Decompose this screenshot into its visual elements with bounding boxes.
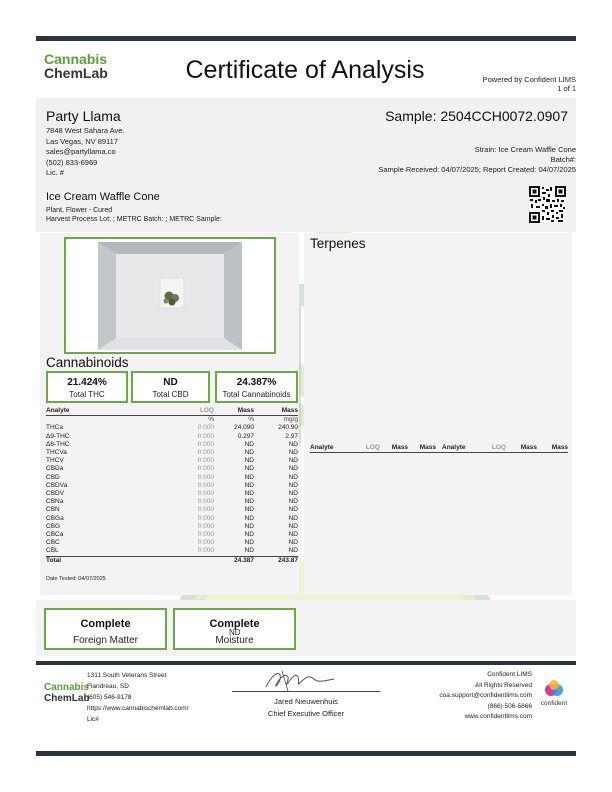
col-loq: LOQ: [360, 443, 380, 453]
table-row: [46, 547, 298, 556]
signer-title: Chief Executive Officer: [267, 709, 345, 718]
col-analyte: Analyte: [436, 443, 486, 453]
mass-mgg-cell: ND: [288, 481, 298, 489]
total-mass-mgg: 243.87: [254, 556, 298, 565]
client-address1: 7848 West Sahara Ave.: [46, 126, 125, 135]
mass-mgg-cell: ND: [288, 490, 298, 498]
lims-email-link[interactable]: coa.support@confidentlims.com: [439, 692, 532, 699]
footer-logo-line2: ChemLab: [44, 693, 90, 704]
lab-address: [87, 670, 189, 725]
footer-lab-logo: [44, 682, 90, 704]
top-bar: [36, 36, 576, 41]
table-row: [46, 523, 298, 531]
mass-mgg-cell: ND: [288, 440, 298, 448]
sample-info: [378, 145, 576, 175]
units-row: [46, 416, 298, 425]
sample-dates: Sample Received: 04/07/2025; Report Created: 04/07/2025: [378, 165, 576, 174]
mass-mgg-cell: ND: [288, 514, 298, 522]
lims-rights: All Rights Reserved: [474, 681, 532, 689]
signer-name: Jared Nieuwenhuis: [274, 697, 338, 706]
summary-total-thc: [46, 371, 128, 403]
sample-strain: Strain: Ice Cream Waffle Cone: [474, 145, 576, 154]
summary-total-cannabinoids: [215, 371, 298, 403]
mass-mgg-cell: ND: [288, 531, 298, 539]
client-address: [46, 126, 125, 179]
mass-mgg-cell: ND: [288, 506, 298, 514]
table-row: [46, 465, 298, 473]
client-name: Party Llama: [46, 108, 121, 124]
summary-value: 21.424%: [67, 377, 107, 388]
loq-cell: 0.000: [197, 547, 214, 555]
col-loq: LOQ: [486, 443, 506, 453]
mass-pct-cell: ND: [244, 440, 254, 448]
signer-block: [232, 696, 380, 720]
mass-pct-cell: ND: [244, 465, 254, 473]
mass-pct-cell: ND: [244, 539, 254, 547]
lims-name: Confident LIMS: [487, 671, 532, 678]
status-foreign-matter: [44, 608, 167, 650]
analyte-cell: CBDVa: [46, 481, 68, 489]
col-mass: Mass: [506, 443, 537, 453]
mass-pct-cell: ND: [244, 490, 254, 498]
table-row: [46, 515, 298, 523]
product-type: Plant, Flower - Cured: [46, 207, 113, 214]
table-row: [46, 424, 298, 432]
lab-website-link[interactable]: https://www.cannabischemlab.com/: [87, 705, 189, 712]
moisture-nd: ND: [229, 628, 241, 637]
logo-line2: ChemLab: [44, 65, 108, 81]
loq-cell: 0.000: [197, 440, 214, 448]
table-row: [46, 433, 298, 441]
col-mass-mgg: Mass: [254, 407, 298, 416]
analyte-cell: CBG: [46, 522, 61, 530]
unit-cell: %: [208, 416, 214, 424]
mass-mgg-cell: 2.97: [285, 432, 298, 440]
col-analyte: Analyte: [46, 407, 166, 416]
loq-cell: 0.000: [197, 457, 214, 465]
mass-mgg-cell: ND: [288, 498, 298, 506]
client-phone: (502) 833-6969: [46, 157, 98, 167]
table-row: [46, 449, 298, 457]
status-label: Moisture: [215, 635, 254, 646]
col-mass: Mass: [380, 443, 408, 453]
table-row: [46, 441, 298, 449]
analyte-cell: THCVa: [46, 449, 67, 457]
table-row: [46, 482, 298, 490]
document-title: Certificate of Analysis: [185, 56, 425, 84]
lims-website-link[interactable]: www.confidentlims.com: [464, 713, 532, 720]
col-analyte: Analyte: [310, 443, 360, 453]
mass-mgg-cell: ND: [288, 473, 298, 481]
summary-label: Total Cannabinoids: [222, 390, 291, 399]
powered-by-text: Powered by Confident LIMS: [482, 75, 576, 84]
mass-pct-cell: ND: [244, 498, 254, 506]
summary-value: ND: [163, 377, 178, 388]
bottom-bar: [36, 751, 576, 756]
col-mass-pct: Mass: [214, 407, 254, 416]
logo-line1: Cannabis: [44, 51, 108, 67]
unit-cell: [46, 416, 166, 425]
loq-cell: 0.000: [197, 449, 214, 457]
product-name: Ice Cream Waffle Cone: [46, 191, 160, 203]
table-row: [46, 498, 298, 506]
product-details: [46, 207, 222, 224]
analyte-cell: CBGa: [46, 514, 64, 522]
confident-logo-icon: [544, 679, 564, 699]
table-row: [46, 457, 298, 465]
lab-address1: 1311 South Veterans Street: [87, 672, 167, 679]
lab-address2: Flandreau, SD: [87, 683, 129, 690]
analyte-cell: CBC: [46, 539, 60, 547]
mass-pct-cell: ND: [244, 506, 254, 514]
mass-mgg-cell: 240.90: [278, 424, 298, 432]
loq-cell: 0.000: [197, 465, 214, 473]
footer-logo-line1: Cannabis: [44, 682, 90, 693]
total-row: [46, 556, 298, 565]
mass-pct-cell: ND: [244, 449, 254, 457]
cannabinoids-table-body: [46, 416, 298, 565]
table-row: [46, 531, 298, 539]
analyte-cell: THCa: [46, 424, 63, 432]
col-mass: Mass: [537, 443, 568, 453]
mass-mgg-cell: ND: [288, 457, 298, 465]
signature-line: [232, 691, 380, 692]
sample-id: Sample: 2504CCH0072.0907: [385, 108, 568, 124]
page-number: 1 of 1: [557, 84, 576, 93]
sample-batch: Batch#:: [550, 155, 576, 164]
mass-pct-cell: ND: [244, 547, 254, 555]
table-row: [46, 506, 298, 514]
analyte-cell: CBD: [46, 473, 60, 481]
mass-pct-cell: 24.090: [234, 424, 254, 432]
total-mass-pct: 24.387: [214, 556, 254, 565]
mass-mgg-cell: ND: [288, 539, 298, 547]
mass-pct-cell: ND: [244, 481, 254, 489]
powered-by: [483, 75, 576, 93]
total-loq: [166, 556, 214, 565]
analyte-cell: Δ8-THC: [46, 440, 70, 448]
lab-phone: (605) 546-9178: [87, 694, 132, 701]
loq-cell: 0.000: [197, 531, 214, 539]
analyte-cell: CBCa: [46, 531, 64, 539]
unit-cell: %: [248, 416, 254, 424]
analyte-cell: CBDa: [46, 465, 64, 473]
analyte-cell: THCV: [46, 457, 64, 465]
loq-cell: 0.000: [197, 522, 214, 530]
loq-cell: 0.000: [197, 539, 214, 547]
lab-logo: [44, 52, 108, 80]
unit-cell: mg/g: [283, 416, 298, 424]
loq-cell: 0.000: [197, 473, 214, 481]
footer-bar: [36, 661, 576, 665]
date-tested: Date Tested: 04/07/2025: [46, 576, 106, 582]
analyte-cell: CBNa: [46, 498, 64, 506]
total-label: Total: [46, 556, 166, 565]
mass-mgg-cell: ND: [288, 465, 298, 473]
analyte-cell: Δ9-THC: [46, 432, 70, 440]
table-row: [46, 490, 298, 498]
mass-pct-cell: ND: [244, 522, 254, 530]
col-mass: Mass: [408, 443, 436, 453]
lims-info: [439, 670, 532, 723]
mass-pct-cell: ND: [244, 473, 254, 481]
col-loq: LOQ: [166, 407, 214, 416]
loq-cell: 0.000: [197, 506, 214, 514]
loq-cell: 0.000: [197, 481, 214, 489]
cannabinoids-title: Cannabinoids: [46, 355, 129, 370]
loq-cell: 0.000: [197, 424, 214, 432]
lab-license: Lic#: [87, 716, 99, 723]
client-address2: Las Vegas, NV 89117: [46, 136, 118, 146]
mass-mgg-cell: ND: [288, 547, 298, 555]
analyte-cell: CBDV: [46, 490, 65, 498]
qr-code-icon[interactable]: [529, 186, 566, 223]
product-lots: Harvest Process Lot: ; METRC Batch: ; METRC Sample:: [46, 215, 222, 223]
summary-label: Total CBD: [152, 390, 189, 399]
summary-total-cbd: [131, 371, 210, 403]
confident-logo-text: confident: [540, 700, 568, 707]
table-row: [46, 539, 298, 547]
terpenes-title: Terpenes: [310, 236, 366, 251]
terpenes-table: [310, 443, 568, 453]
table-row: [46, 474, 298, 482]
mass-pct-cell: ND: [244, 457, 254, 465]
analyte-cell: CBL: [46, 547, 59, 555]
loq-cell: 0.000: [197, 514, 214, 522]
mass-mgg-cell: ND: [288, 522, 298, 530]
mass-mgg-cell: ND: [288, 449, 298, 457]
client-email: sales@partyllama.co: [46, 147, 116, 156]
terpenes-panel: [304, 233, 572, 595]
summary-value: 24.387%: [236, 377, 277, 388]
sample-photo[interactable]: [98, 242, 242, 350]
signature: [262, 667, 338, 693]
mass-pct-cell: 0.297: [237, 432, 254, 440]
cannabinoids-table: [46, 407, 298, 565]
lims-phone: (866) 506-5866: [487, 702, 532, 710]
analyte-cell: CBN: [46, 506, 60, 514]
summary-label: Total THC: [69, 390, 105, 399]
client-license: Lic. #: [46, 168, 64, 177]
status-value: Complete: [80, 618, 131, 630]
loq-cell: 0.000: [197, 490, 214, 498]
status-value: Complete: [209, 618, 260, 630]
loq-cell: 0.000: [197, 432, 214, 440]
mass-pct-cell: ND: [244, 531, 254, 539]
status-label: Foreign Matter: [72, 635, 139, 646]
mass-pct-cell: ND: [244, 514, 254, 522]
loq-cell: 0.000: [197, 498, 214, 506]
